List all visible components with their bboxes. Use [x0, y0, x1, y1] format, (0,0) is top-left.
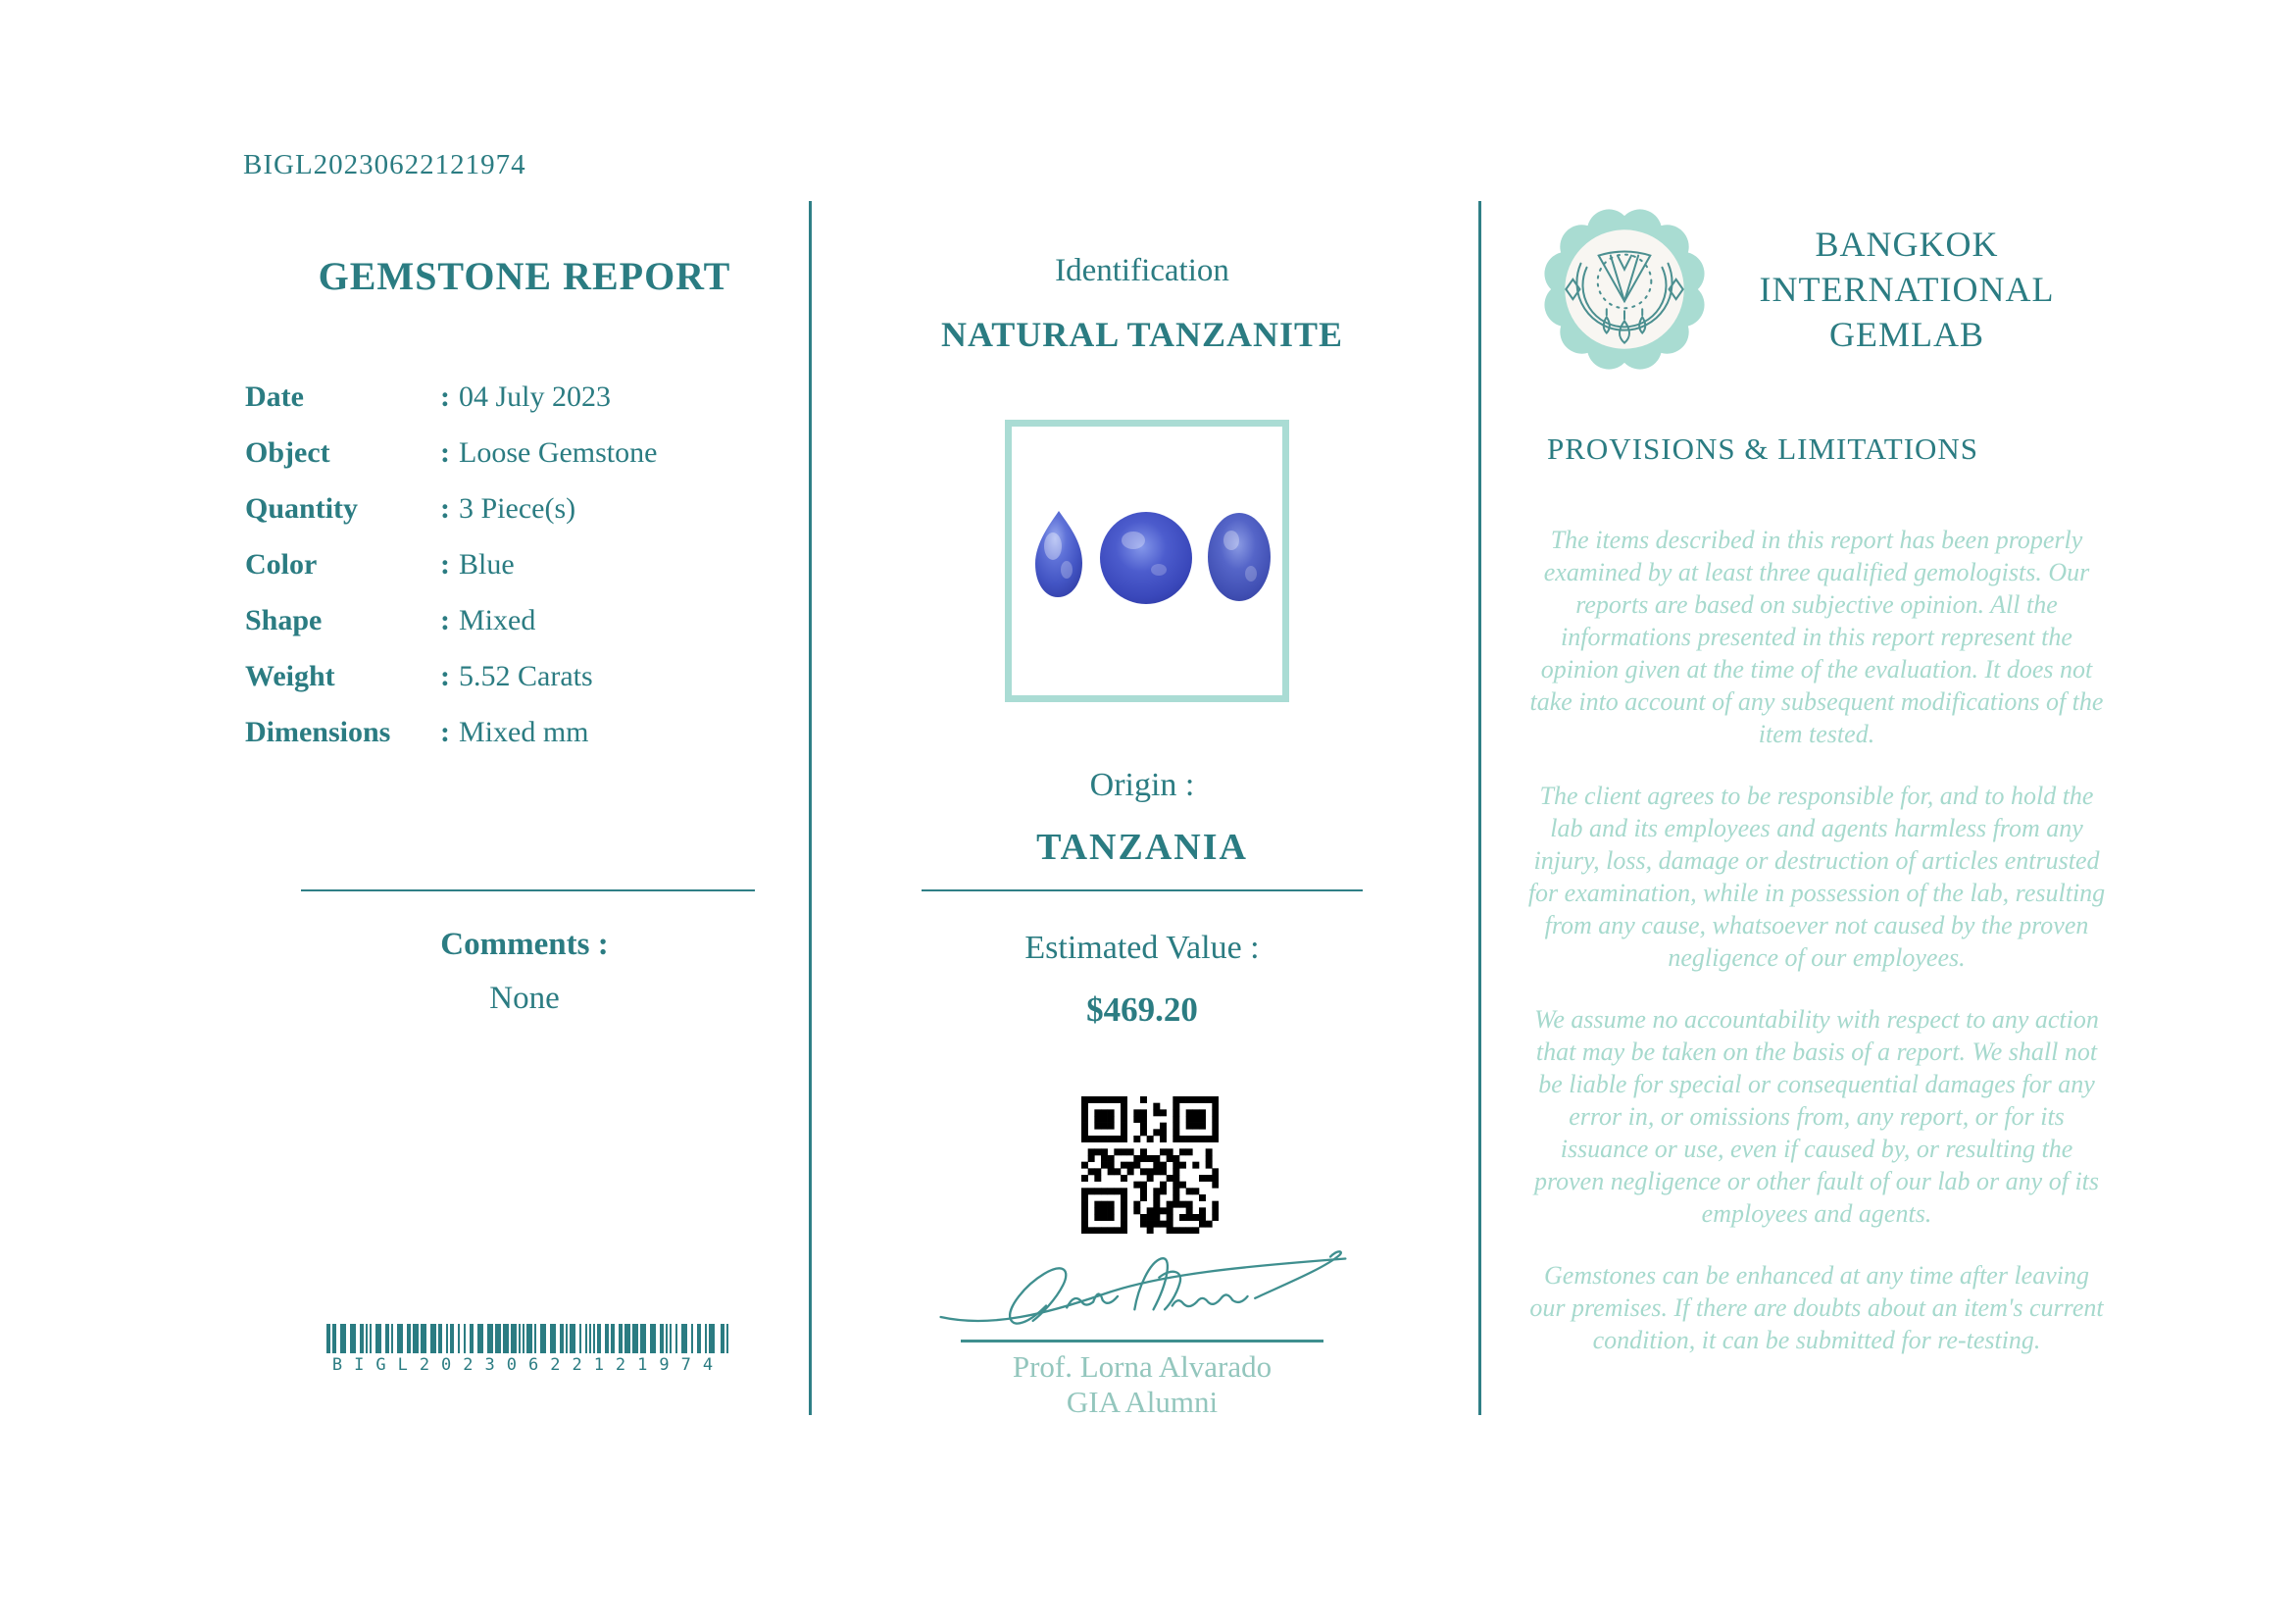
field-row-weight [245, 660, 804, 716]
field-colon: : [440, 548, 450, 581]
value-divider [922, 889, 1363, 891]
barcode-text: BIGL20230622121974 [331, 1355, 725, 1375]
provision-paragraph: The client agrees to be responsible for, and to hold the lab and its employees and agents harmless from any injury, loss, damage or destruction of articles entrusted for examination, while in possession of the lab, resulting from any cause, whatsoever not caused by the proven negligence of our employees. [1527, 782, 2106, 972]
provision-paragraph: We assume no accountability with respect to any action that may be taken on the basis of a report. We shall not be liable for special or consequential damages for any error in, or omissions from, any report, or for its issuance or use, even if caused by, or resulting the proven negligence or other fault of our lab or any of its employees and agents. [1533, 1005, 2100, 1228]
field-colon: : [440, 492, 450, 525]
comments-label: Comments : [440, 927, 609, 962]
field-value: Loose Gemstone [459, 436, 658, 469]
field-label: Quantity [245, 492, 359, 525]
lab-name-line: GEMLAB [1829, 315, 1984, 354]
provision-paragraph: The items described in this report has been properly examined by at least three qualified gemologists. Our reports are based on subjective opinion. All the informations presented in this report represent the opinion given at the time of the evaluation. It does not take into account of any subsequent modifications of the item tested. [1529, 526, 2104, 748]
barcode [326, 1324, 730, 1358]
field-colon: : [440, 380, 450, 413]
field-value: Blue [459, 548, 515, 581]
lab-name-line: BANGKOK [1815, 225, 1999, 264]
gemstones-image [1012, 427, 1282, 695]
signatory-name: Prof. Lorna Alvarado [1012, 1349, 1273, 1384]
lab-name-line: INTERNATIONAL [1759, 270, 2055, 309]
lab-logo-badge [1541, 206, 1708, 373]
field-row-dimensions [245, 716, 804, 772]
column-divider-left [809, 201, 812, 1415]
field-label: Dimensions [245, 716, 391, 748]
comments-divider [301, 889, 755, 891]
field-value: 04 July 2023 [459, 380, 612, 413]
field-row-date [245, 380, 804, 436]
report-fields [245, 380, 804, 772]
provisions-paragraphs [1527, 524, 2106, 1386]
report-number: BIGL20230622121974 [243, 149, 526, 180]
field-colon: : [440, 660, 450, 692]
qr-code-image [1081, 1096, 1219, 1234]
lab-name [1696, 222, 2118, 357]
signature-underline [961, 1340, 1323, 1342]
field-row-color [245, 548, 804, 604]
field-value: 5.52 Carats [459, 660, 593, 692]
field-label: Color [245, 548, 318, 581]
field-label: Object [245, 436, 330, 469]
field-row-object [245, 436, 804, 492]
field-value: 3 Piece(s) [459, 492, 576, 525]
field-row-shape [245, 604, 804, 660]
origin-label: Origin : [1089, 767, 1195, 803]
barcode-bars [326, 1324, 730, 1353]
lab-logo [1541, 206, 1708, 373]
field-value: Mixed [459, 604, 536, 636]
origin-value: TANZANIA [1036, 827, 1248, 868]
estimated-value: $469.20 [1086, 990, 1198, 1029]
provision-paragraph: Gemstones can be enhanced at any time after leaving our premises. If there are doubts about an item's current condition, it can be submitted for re-testing. [1529, 1261, 2104, 1354]
signature [926, 1247, 1358, 1342]
field-colon: : [440, 436, 450, 469]
field-colon: : [440, 604, 450, 636]
identification-value: NATURAL TANZANITE [940, 315, 1344, 354]
gemstone-photo [1005, 420, 1289, 702]
field-row-quantity [245, 492, 804, 548]
column-divider-right [1478, 201, 1481, 1415]
comments-value: None [489, 981, 560, 1016]
report-title: GEMSTONE REPORT [318, 254, 731, 298]
field-label: Weight [245, 660, 335, 692]
field-colon: : [440, 716, 450, 748]
identification-label: Identification [1055, 253, 1229, 288]
field-label: Shape [245, 604, 323, 636]
field-value: Mixed mm [459, 716, 589, 748]
signature-script [926, 1247, 1358, 1342]
signatory-title: GIA Alumni [1066, 1385, 1219, 1419]
qr-code [1081, 1096, 1219, 1234]
estimated-value-label: Estimated Value : [1024, 930, 1260, 966]
gem-oval [1208, 513, 1271, 601]
gem-round [1100, 512, 1192, 604]
provisions-title: PROVISIONS & LIMITATIONS [1547, 431, 1979, 466]
field-label: Date [245, 380, 304, 413]
